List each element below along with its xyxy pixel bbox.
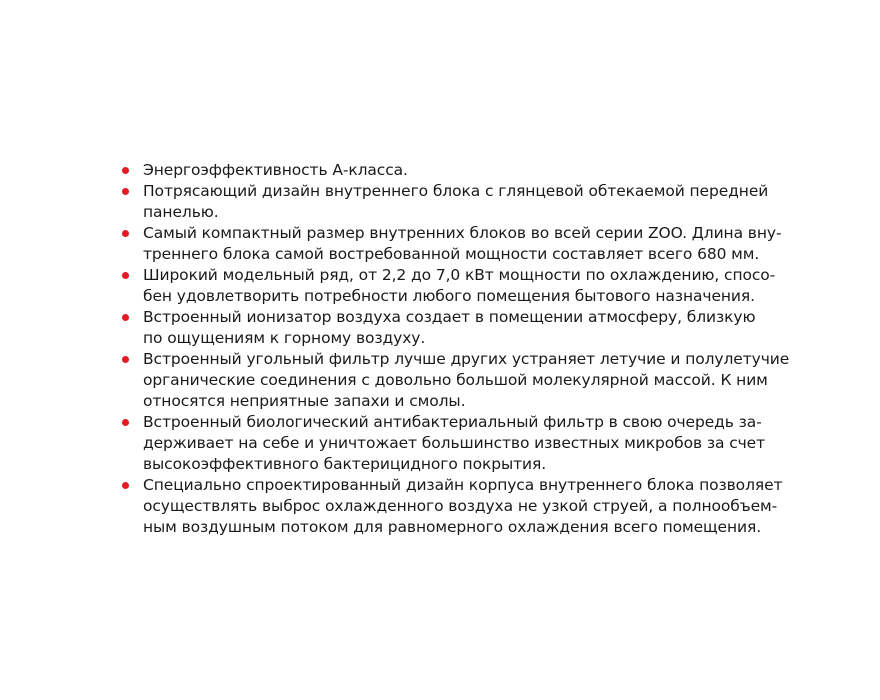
feature-item [118, 349, 790, 412]
feature-item [118, 223, 782, 265]
feature-text-line: треннего блока самой востребованной мощности составляет всего 680 мм. [143, 245, 760, 263]
feature-text-line: осуществлять выброс охлажденного воздуха не узкой струей, а полнообъем- [143, 497, 778, 515]
feature-item [118, 181, 778, 223]
feature-text-line: Встроенный ионизатор воздуха создает в помещении атмосферу, близкую [143, 308, 756, 326]
feature-text-line: Широкий модельный ряд, от 2,2 до 7,0 кВт мощности по охлаждению, спосо- [143, 266, 776, 284]
feature-text-line: держивает на себе и уничтожает большинство известных микробов за счет [143, 434, 766, 452]
feature-text-line: Потрясающий дизайн внутреннего блока с глянцевой обтекаемой передней [143, 182, 769, 200]
feature-text-line: панелью. [143, 203, 219, 221]
bullet-dot-icon [122, 272, 129, 279]
feature-text-line: относятся неприятные запахи и смолы. [143, 392, 466, 410]
feature-text-line: Специально спроектированный дизайн корпуса внутреннего блока позволяет [143, 476, 783, 494]
feature-text-line: бен удовлетворить потребности любого помещения бытового назначения. [143, 287, 755, 305]
feature-text-line: Встроенный угольный фильтр лучше других устраняет летучие и полулетучие [143, 350, 790, 368]
feature-text-line: по ощущениям к горному воздуху. [143, 329, 426, 347]
feature-item [118, 475, 783, 538]
bullet-dot-icon [122, 314, 129, 321]
bullet-dot-icon [122, 356, 129, 363]
bullet-dot-icon [122, 230, 129, 237]
feature-text-line: высокоэффективного бактерицидного покрытия. [143, 455, 547, 473]
feature-list [118, 160, 790, 538]
feature-text-line: Энергоэффективность А-класса. [143, 161, 408, 179]
feature-text-line: органические соединения с довольно большой молекулярной массой. К ним [143, 371, 768, 389]
bullet-dot-icon [122, 188, 129, 195]
feature-text-line: ным воздушным потоком для равномерного охлаждения всего помещения. [143, 518, 762, 536]
feature-text-line: Встроенный биологический антибактериальный фильтр в свою очередь за- [143, 413, 762, 431]
feature-item [118, 265, 778, 307]
feature-item [118, 307, 778, 349]
feature-text-line: Самый компактный размер внутренних блоков во всей серии ZOO. Длина вну- [143, 224, 782, 242]
bullet-dot-icon [122, 167, 129, 174]
bullet-dot-icon [122, 419, 129, 426]
feature-item [118, 412, 778, 475]
feature-item [118, 160, 778, 181]
bullet-dot-icon [122, 482, 129, 489]
